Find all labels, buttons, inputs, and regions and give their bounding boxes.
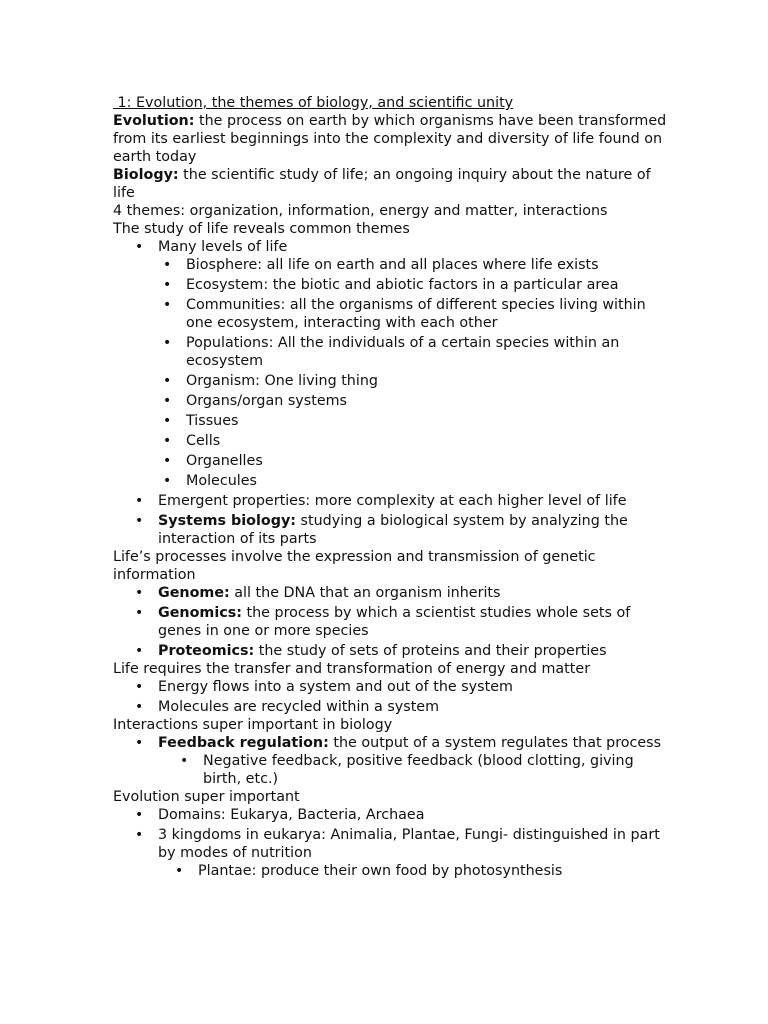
biology-definition [113, 166, 673, 202]
document-page [113, 94, 673, 880]
list-item-systems-biology [158, 512, 673, 548]
list-item: • Organelles [186, 452, 673, 470]
list-item-proteomics [158, 642, 673, 660]
interactions-intro: Interactions super important in biology [113, 717, 393, 733]
genome-text: all the DNA that an organism inherits [229, 585, 501, 601]
biology-text: the scientific study of life; an ongoing inquiry about the nature of life [113, 167, 651, 201]
evolution-term: Evolution: [113, 113, 195, 129]
list-item: • Ecosystem: the biotic and abiotic factors in a particular area [186, 276, 673, 294]
evolution-intro: Evolution super important [113, 789, 300, 805]
feedback-sublist [158, 752, 673, 788]
list-item: • Energy flows into a system and out of the system [158, 678, 673, 696]
list-item-emergent: • Emergent properties: more complexity at each higher level of life [158, 492, 673, 510]
feedback-term: Feedback regulation: [158, 735, 329, 751]
energy-intro: Life requires the transfer and transformation of energy and matter [113, 661, 591, 677]
systems-text: studying a biological system by analyzing the interaction of its parts [158, 513, 628, 547]
list-item: • Plantae: produce their own food by photosynthesis [198, 862, 673, 880]
list-item-levels [158, 238, 673, 490]
themes-line: 4 themes: organization, information, energy and matter, interactions [113, 203, 608, 219]
themes-list [113, 238, 673, 548]
list-item-kingdoms [158, 826, 673, 880]
feedback-text: the output of a system regulates that process [328, 735, 662, 751]
list-item: • Negative feedback, positive feedback (blood clotting, giving birth, etc.) [203, 752, 673, 788]
biology-term: Biology: [113, 167, 179, 183]
genetic-intro: Life’s processes involve the expression and transmission of genetic information [113, 549, 596, 583]
energy-list [113, 678, 673, 716]
genomics-term: Genomics: [158, 605, 242, 621]
systems-term: Systems biology: [158, 513, 296, 529]
list-item: • Organs/organ systems [186, 392, 673, 410]
levels-label: Many levels of life [158, 239, 288, 255]
genomics-text: the process by which a scientist studies whole sets of genes in one or more species [158, 605, 631, 639]
list-item: • Molecules [186, 472, 673, 490]
genome-term: Genome: [158, 585, 230, 601]
list-item: • Populations: All the individuals of a certain species within an ecosystem [186, 334, 673, 370]
list-item: • Cells [186, 432, 673, 450]
list-item-genomics [158, 604, 673, 640]
kingdoms-text: 3 kingdoms in eukarya: Animalia, Plantae, Fungi- distinguished in part by modes of nutrition [158, 827, 660, 861]
list-item: • Communities: all the organisms of different species living within one ecosystem, interacting with each other [186, 296, 673, 332]
list-item-genome [158, 584, 673, 602]
evolution-text: the process on earth by which organisms have been transformed from its earliest beginnings into the complexity and diversity of life found on earth today [113, 113, 667, 165]
interactions-list [113, 734, 673, 788]
genetic-list [113, 584, 673, 660]
evolution-definition [113, 112, 673, 166]
list-item: • Tissues [186, 412, 673, 430]
levels-list [158, 256, 673, 490]
evolution-list [113, 806, 673, 880]
proteomics-term: Proteomics: [158, 643, 255, 659]
list-item-feedback [158, 734, 673, 788]
proteomics-text: the study of sets of proteins and their properties [254, 643, 607, 659]
common-themes-line: The study of life reveals common themes [113, 221, 410, 237]
list-item: • Biosphere: all life on earth and all places where life exists [186, 256, 673, 274]
kingdoms-sublist [158, 862, 673, 880]
list-item: • Organism: One living thing [186, 372, 673, 390]
list-item-domains: • Domains: Eukarya, Bacteria, Archaea [158, 806, 673, 824]
list-item: • Molecules are recycled within a system [158, 698, 673, 716]
section-heading: 1: Evolution, the themes of biology, and scientific unity [113, 95, 514, 111]
